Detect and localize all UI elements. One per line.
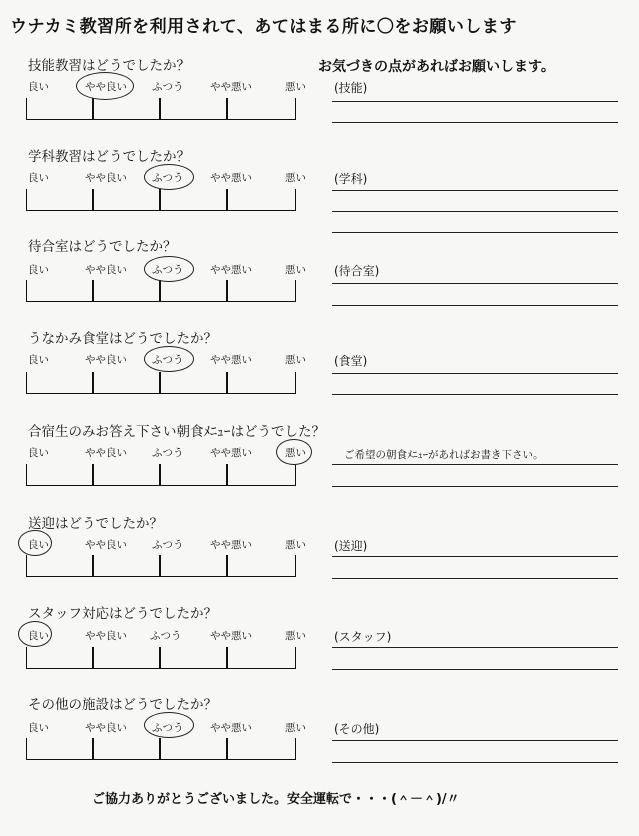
- scale-somewhat-bad[interactable]: やや悪い: [210, 81, 252, 93]
- scale-average[interactable]: ふつう: [152, 81, 184, 93]
- scale-somewhat-good[interactable]: やや良い: [85, 264, 127, 276]
- comment-line[interactable]: [332, 190, 618, 191]
- comment-line[interactable]: [332, 486, 618, 487]
- selected-mark-other-facilities: [144, 712, 194, 738]
- scale-average[interactable]: ふつう: [152, 354, 184, 366]
- category-skill: (技能): [334, 81, 368, 95]
- question-waiting-room: 待合室はどうでしたか？: [28, 239, 177, 255]
- scale-average[interactable]: ふつう: [152, 539, 184, 551]
- scale-good[interactable]: 良い: [28, 172, 49, 184]
- rating-scale-breakfast[interactable]: [26, 464, 296, 486]
- scale-bad[interactable]: 悪い: [285, 722, 306, 734]
- category-waiting-room: (待合室): [334, 264, 380, 278]
- scale-somewhat-bad[interactable]: やや悪い: [210, 172, 252, 184]
- comment-line[interactable]: [332, 647, 618, 648]
- scale-somewhat-good[interactable]: やや良い: [85, 354, 127, 366]
- selected-mark-lecture: [144, 164, 194, 190]
- rating-scale-cafeteria[interactable]: [26, 372, 296, 394]
- comment-line[interactable]: [332, 122, 618, 123]
- comment-line[interactable]: [332, 578, 618, 579]
- comment-line[interactable]: [332, 464, 618, 465]
- question-shuttle: 送迎はどうでしたか？: [28, 516, 163, 532]
- comment-line[interactable]: [332, 373, 618, 374]
- scale-somewhat-bad[interactable]: やや悪い: [210, 447, 252, 459]
- comments-header: お気づきの点があればお願いします。: [318, 59, 555, 75]
- rating-scale-shuttle[interactable]: [26, 555, 296, 577]
- scale-somewhat-bad[interactable]: やや悪い: [210, 354, 252, 366]
- scale-bad[interactable]: 悪い: [285, 172, 306, 184]
- selected-mark-shuttle: [18, 530, 52, 556]
- scale-somewhat-good[interactable]: やや良い: [85, 630, 127, 642]
- comment-line[interactable]: [332, 556, 618, 557]
- scale-bad[interactable]: 悪い: [285, 539, 306, 551]
- scale-somewhat-bad[interactable]: やや悪い: [210, 264, 252, 276]
- scale-good[interactable]: 良い: [28, 722, 49, 734]
- scale-somewhat-good[interactable]: やや良い: [85, 539, 127, 551]
- scale-good[interactable]: 良い: [28, 264, 49, 276]
- scale-bad[interactable]: 悪い: [285, 264, 306, 276]
- scale-good[interactable]: 良い: [28, 354, 49, 366]
- question-lecture: 学科教習はどうでしたか？: [28, 149, 190, 165]
- scale-average[interactable]: ふつう: [152, 172, 184, 184]
- question-staff: スタッフ対応はどうでしたか？: [28, 606, 217, 622]
- selected-mark-staff: [18, 621, 52, 647]
- scale-good[interactable]: 良い: [28, 539, 49, 551]
- comment-line[interactable]: [332, 762, 618, 763]
- scale-somewhat-good[interactable]: やや良い: [85, 722, 127, 734]
- scale-somewhat-bad[interactable]: やや悪い: [210, 722, 252, 734]
- question-cafeteria: うなかみ食堂はどうでしたか？: [28, 331, 217, 347]
- scale-average[interactable]: ふつう: [152, 264, 184, 276]
- selected-mark-breakfast: [276, 439, 312, 465]
- category-staff: (スタッフ): [334, 630, 392, 644]
- comment-line[interactable]: [332, 101, 618, 102]
- question-breakfast: 合宿生のみお答え下さい朝食ﾒﾆｭｰはどうでした？: [28, 424, 325, 440]
- category-lecture: (学科): [334, 172, 368, 186]
- scale-somewhat-bad[interactable]: やや悪い: [210, 539, 252, 551]
- rating-scale-lecture[interactable]: [26, 189, 296, 211]
- scale-good[interactable]: 良い: [28, 630, 49, 642]
- selected-mark-skill: [76, 72, 134, 100]
- rating-scale-waiting-room[interactable]: [26, 280, 296, 302]
- scale-average[interactable]: ふつう: [152, 722, 184, 734]
- category-shuttle: (送迎): [334, 539, 368, 553]
- comment-line[interactable]: [332, 305, 618, 306]
- comment-line[interactable]: [332, 211, 618, 212]
- scale-somewhat-bad[interactable]: やや悪い: [210, 630, 252, 642]
- comment-line[interactable]: [332, 669, 618, 670]
- scale-bad[interactable]: 悪い: [285, 81, 306, 93]
- rating-scale-other-facilities[interactable]: [26, 738, 296, 760]
- scale-average[interactable]: ふつう: [150, 630, 182, 642]
- question-skill: 技能教習はどうでしたか？: [28, 58, 190, 74]
- selected-mark-waiting-room: [144, 256, 194, 282]
- question-other-facilities: その他の施設はどうでしたか？: [28, 697, 217, 713]
- rating-scale-staff[interactable]: [26, 647, 296, 669]
- scale-good[interactable]: 良い: [28, 81, 49, 93]
- selected-mark-cafeteria: [144, 346, 194, 372]
- comment-line[interactable]: [332, 232, 618, 233]
- rating-scale-skill[interactable]: [26, 98, 296, 120]
- scale-bad[interactable]: 悪い: [285, 354, 306, 366]
- scale-average[interactable]: ふつう: [152, 447, 184, 459]
- comment-line[interactable]: [332, 740, 618, 741]
- breakfast-menu-note: ご希望の朝食ﾒﾆｭｰがあればお書き下さい。: [344, 449, 544, 461]
- form-title: ウナカミ教習所を利用されて、あてはまる所に〇をお願いします: [10, 17, 517, 37]
- scale-good[interactable]: 良い: [28, 447, 49, 459]
- comment-line[interactable]: [332, 283, 618, 284]
- closing-message: ご協力ありがとうございました。安全運転で・・・(＾－＾)/〃: [92, 792, 460, 807]
- scale-somewhat-good[interactable]: やや良い: [85, 81, 127, 93]
- scale-somewhat-good[interactable]: やや良い: [85, 172, 127, 184]
- scale-bad[interactable]: 悪い: [285, 447, 306, 459]
- category-other-facilities: (その他): [334, 722, 380, 736]
- scale-bad[interactable]: 悪い: [285, 630, 306, 642]
- scale-somewhat-good[interactable]: やや良い: [85, 447, 127, 459]
- category-cafeteria: (食堂): [334, 354, 368, 368]
- comment-line[interactable]: [332, 394, 618, 395]
